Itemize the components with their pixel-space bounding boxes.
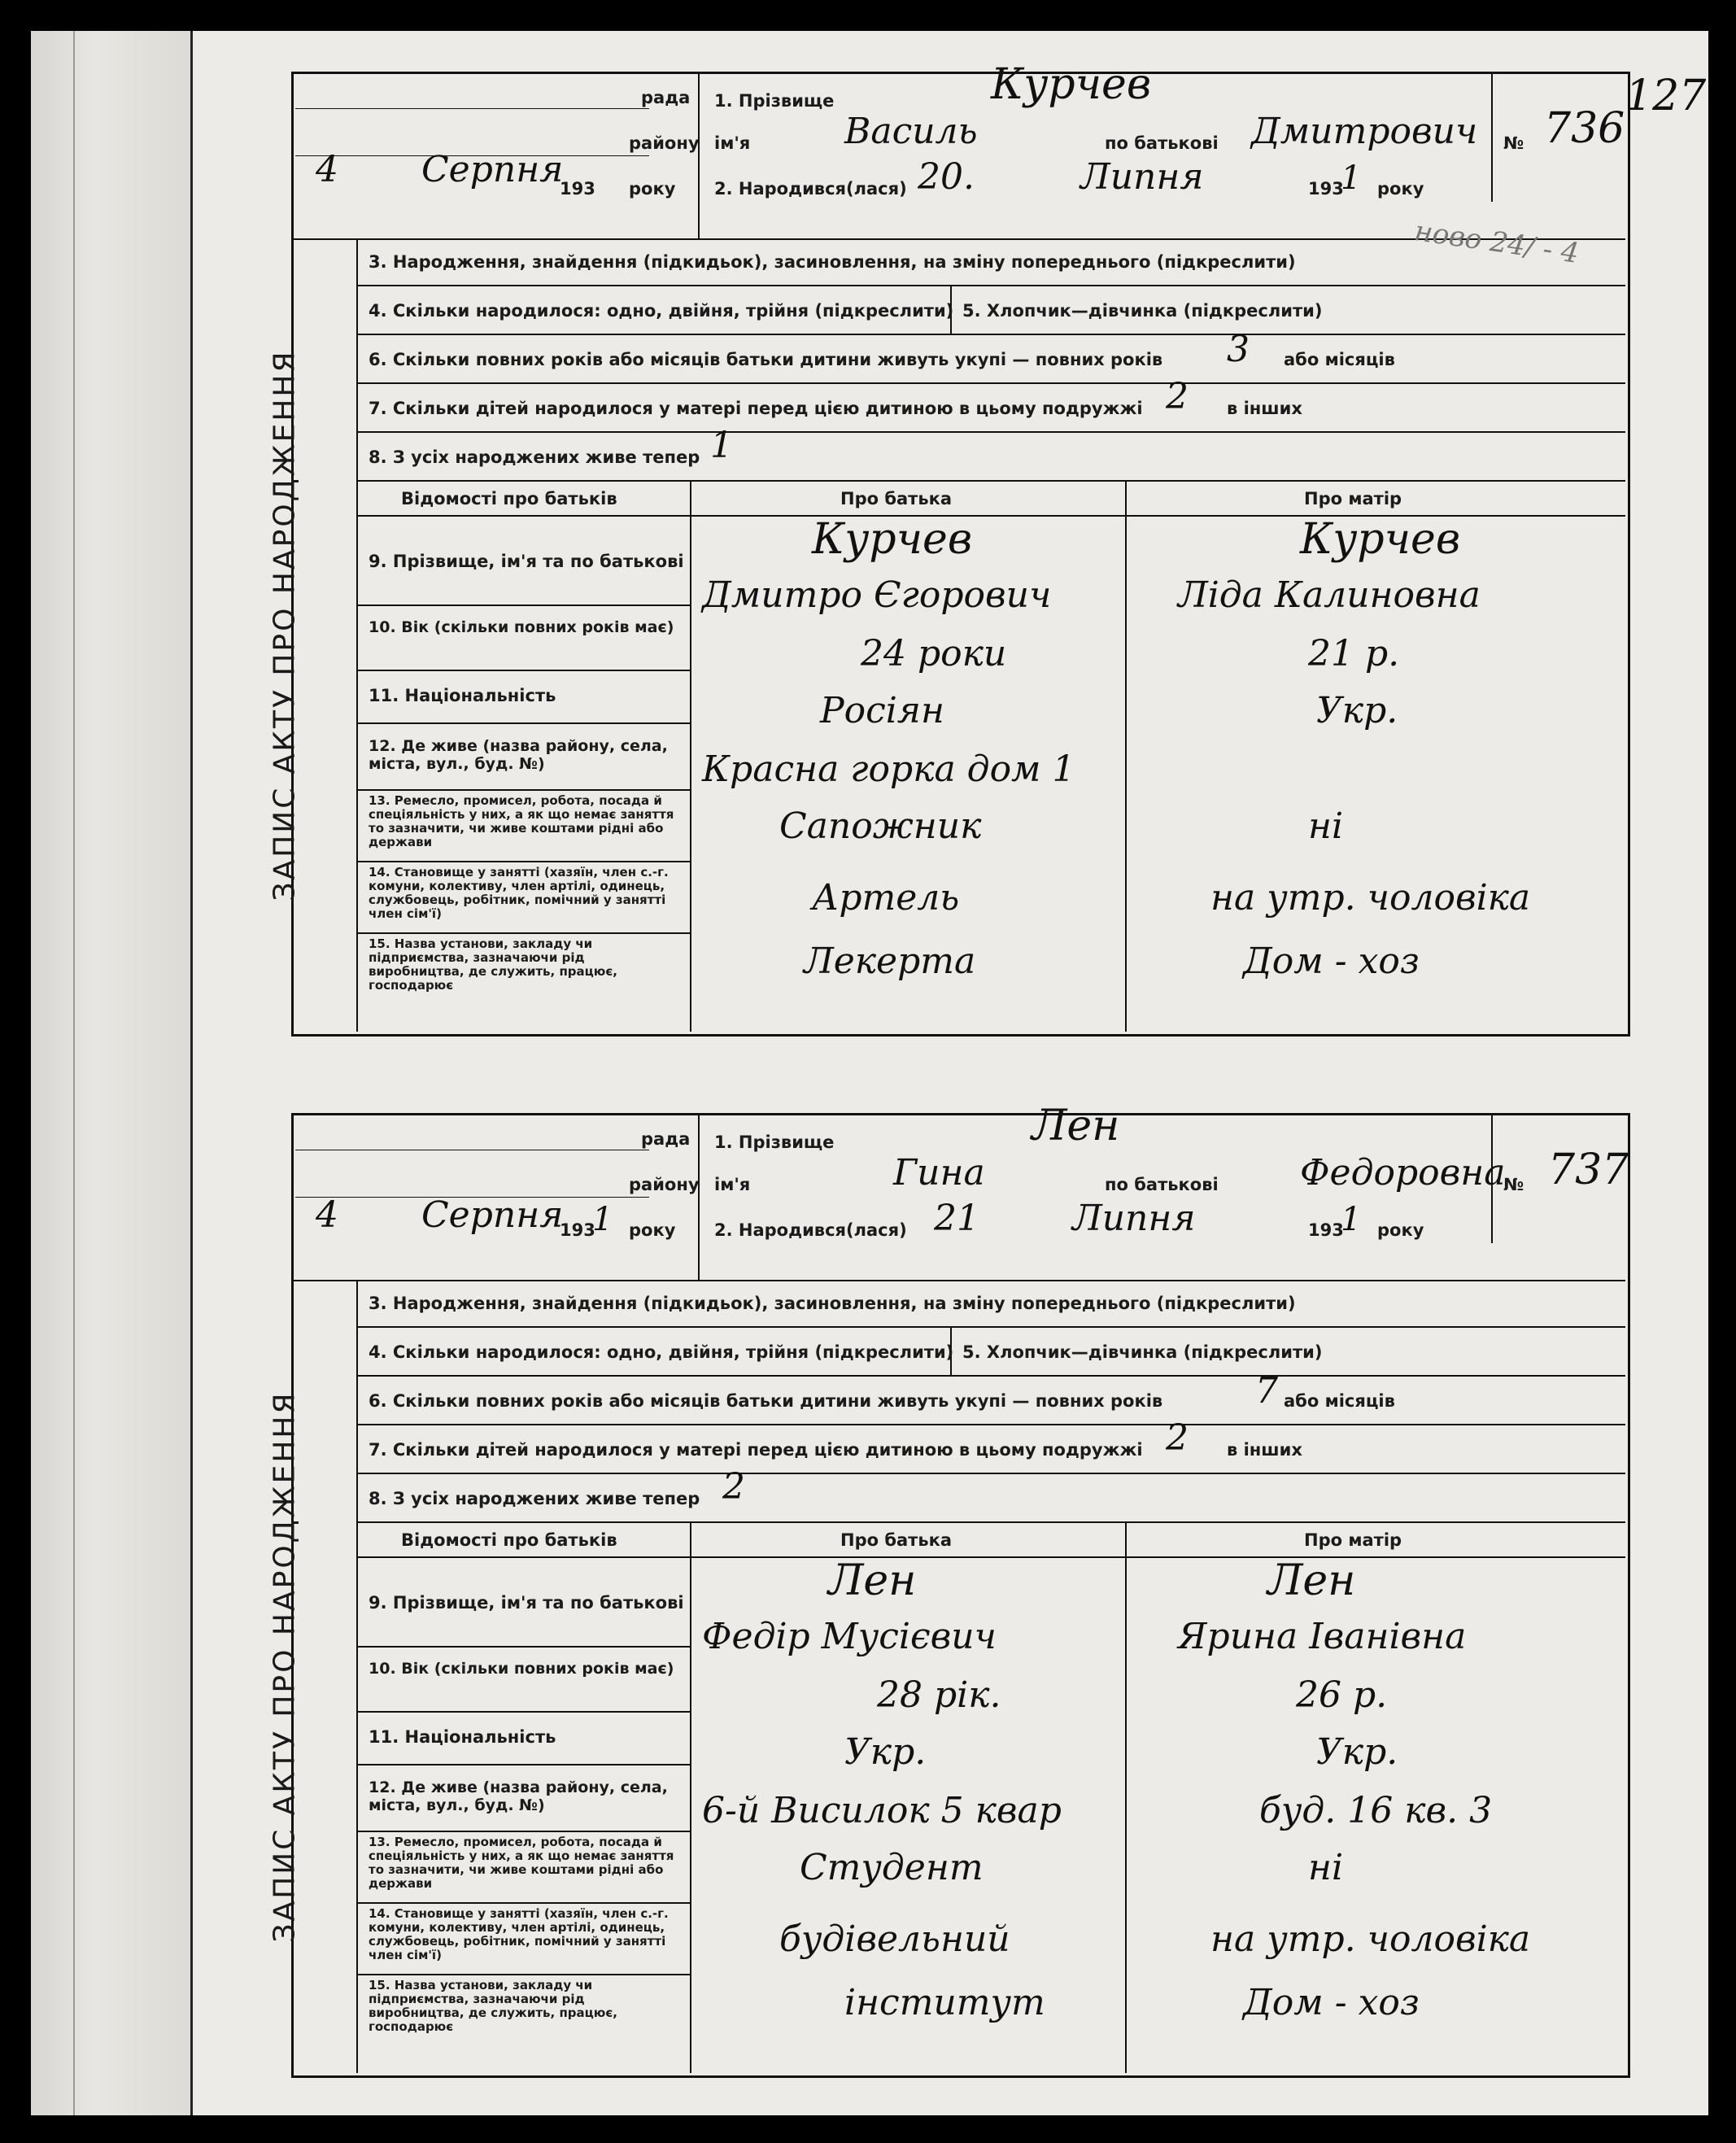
- mother-age: 21 р.: [1308, 633, 1400, 674]
- born-year-digit: 1: [1341, 1201, 1362, 1238]
- born-day: 20.: [918, 156, 975, 198]
- record-number: 736: [1544, 104, 1625, 153]
- q7-label: 7. Скільки дітей народилося у матері перед цією дитиною в цьому подружжі: [369, 1440, 1143, 1460]
- raion-label: району: [629, 1175, 700, 1194]
- q4-label: 4. Скільки народилося: одно, двійня, трійня (підкреслити): [369, 1342, 954, 1362]
- r13-label: 13. Ремесло, промисел, робота, посада й спеціяльність у них, а як що немає заняття то зазначити, чи живе коштами рідні або держави: [369, 1835, 674, 1891]
- child-patronymic: Федоровна: [1300, 1152, 1506, 1194]
- father-given: Федір Мусієвич: [702, 1616, 997, 1657]
- father-position: Артель: [812, 877, 960, 919]
- father-given: Дмитро Єгорович: [702, 574, 1052, 616]
- mother-given: Ярина Іванівна: [1178, 1616, 1467, 1657]
- children-before: 2: [1166, 1417, 1189, 1459]
- father-workplace: Лекерта: [804, 941, 976, 982]
- mother-workplace: Дом - хоз: [1243, 941, 1420, 982]
- record-737: [259, 1102, 1633, 2073]
- binding-fold: [73, 31, 75, 2115]
- q7-other: в інших: [1227, 399, 1302, 418]
- reg-year-prefix: 193: [560, 1220, 595, 1240]
- archive-stamp: ново 24/ - 4: [1412, 215, 1581, 270]
- mother-surname: Лен: [1267, 1556, 1356, 1605]
- side-label-1: [260, 259, 309, 991]
- q7-other: в інших: [1227, 1440, 1302, 1460]
- reg-roku: року: [629, 179, 676, 199]
- child-surname: Лен: [1032, 1102, 1120, 1150]
- parents-header: Відомості про батьків: [401, 1530, 617, 1550]
- corner-number: 127: [1625, 72, 1707, 120]
- father-residence: Красна горка дом 1: [702, 749, 1075, 790]
- r10-label: 10. Вік (скільки повних років має): [369, 618, 674, 636]
- q3-label: 3. Народження, знайдення (підкидьок), засиновлення, на зміну попереднього (підкреслити): [369, 252, 1296, 272]
- father-header: Про батька: [840, 489, 953, 508]
- rada-label: рада: [641, 1129, 691, 1149]
- mother-occupation: ні: [1308, 805, 1344, 847]
- r11-label: 11. Національність: [369, 686, 556, 705]
- r12-label: 12. Де живе (назва району, села, міста, вул., буд. №): [369, 737, 668, 773]
- child-name: Гина: [893, 1152, 985, 1194]
- father-position: будівельний: [779, 1918, 1010, 1960]
- mother-residence: буд. 16 кв. 3: [1259, 1790, 1493, 1831]
- r9-label: 9. Прізвище, ім'я та по батькові: [369, 552, 684, 571]
- q7-label: 7. Скільки дітей народилося у матері перед цією дитиною в цьому подружжі: [369, 399, 1143, 418]
- children-before: 2: [1166, 376, 1189, 417]
- father-occupation: Сапожник: [779, 805, 982, 847]
- q5-label: 5. Хлопчик—дівчинка (підкреслити): [962, 1342, 1323, 1362]
- mother-header: Про матір: [1304, 489, 1402, 508]
- binding-strip: [31, 31, 190, 2115]
- child-surname: Курчев: [991, 60, 1152, 109]
- side-label-2: [260, 1300, 309, 2032]
- side-label-text: ЗАПИС АКТУ ПРО НАРОДЖЕННЯ: [268, 349, 302, 901]
- r15-label: 15. Назва установи, закладу чи підприємства, зазначаючи рід виробництва, де служить, працює, господарює: [369, 1978, 617, 2034]
- mother-occupation: ні: [1308, 1847, 1344, 1888]
- name-label: ім'я: [714, 133, 751, 153]
- child-patronymic: Дмитрович: [1251, 111, 1478, 152]
- mother-header: Про матір: [1304, 1530, 1402, 1550]
- reg-day: 4: [316, 149, 338, 190]
- born-roku: року: [1377, 1220, 1424, 1240]
- born-roku: року: [1377, 179, 1424, 199]
- father-age: 28 рік.: [877, 1674, 1001, 1716]
- father-nationality: Росіян: [820, 690, 944, 731]
- surname-label: 1. Прізвище: [714, 91, 835, 111]
- number-label: №: [1503, 133, 1524, 153]
- born-day: 21: [934, 1198, 979, 1239]
- side-label-text: ЗАПИС АКТУ ПРО НАРОДЖЕННЯ: [268, 1390, 302, 1942]
- mother-given: Ліда Калиновна: [1178, 574, 1481, 616]
- father-residence: 6-й Висилок 5 квар: [702, 1790, 1062, 1831]
- q8-label: 8. З усіх народжених живе тепер: [369, 447, 700, 467]
- father-age: 24 роки: [861, 633, 1007, 674]
- r12-label: 12. Де живе (назва району, села, міста, вул., буд. №): [369, 1779, 668, 1814]
- born-year-prefix: 193: [1308, 179, 1344, 199]
- born-label: 2. Народився(лася): [714, 179, 907, 199]
- father-occupation: Студент: [800, 1847, 984, 1888]
- number-label: №: [1503, 1175, 1524, 1194]
- reg-month: Серпня: [421, 1194, 564, 1236]
- mother-position: на утр. чоловіка: [1210, 1918, 1531, 1960]
- born-year-prefix: 193: [1308, 1220, 1344, 1240]
- years-together: 3: [1227, 329, 1250, 370]
- r15-label: 15. Назва установи, закладу чи підприємства, зазначаючи рід виробництва, де служить, працює, господарює: [369, 936, 617, 993]
- living-now: 2: [722, 1466, 745, 1508]
- r10-label: 10. Вік (скільки повних років має): [369, 1660, 674, 1678]
- mother-workplace: Дом - хоз: [1243, 1982, 1420, 2023]
- mother-position: на утр. чоловіка: [1210, 877, 1531, 919]
- r14-label: 14. Становище у занятті (хазяїн, член с.-г. комуни, колективу, член артілі, одинець, службовець, робітник, помічний у занятті член сім'ї): [369, 865, 669, 921]
- q3-label: 3. Народження, знайдення (підкидьок), засиновлення, на зміну попереднього (підкреслити): [369, 1294, 1296, 1313]
- binding-edge: [190, 31, 193, 2115]
- child-name: Василь: [844, 111, 978, 152]
- q6-months: або місяців: [1284, 350, 1395, 369]
- reg-day: 4: [316, 1194, 338, 1236]
- reg-year-prefix: 193: [560, 179, 595, 199]
- mother-nationality: Укр.: [1316, 1731, 1398, 1773]
- reg-year-digit: 1: [592, 1201, 613, 1238]
- r9-label: 9. Прізвище, ім'я та по батькові: [369, 1593, 684, 1613]
- father-nationality: Укр.: [844, 1731, 927, 1773]
- q5-label: 5. Хлопчик—дівчинка (підкреслити): [962, 301, 1323, 321]
- father-header: Про батька: [840, 1530, 953, 1550]
- mother-age: 26 р.: [1296, 1674, 1388, 1716]
- born-month: Липня: [1080, 156, 1204, 198]
- years-together: 7: [1255, 1370, 1278, 1412]
- reg-roku: року: [629, 1220, 676, 1240]
- father-workplace: інститут: [844, 1982, 1045, 2023]
- rada-label: рада: [641, 88, 691, 107]
- father-surname: Лен: [828, 1556, 917, 1605]
- q8-label: 8. З усіх народжених живе тепер: [369, 1489, 700, 1508]
- r11-label: 11. Національність: [369, 1727, 556, 1747]
- q4-label: 4. Скільки народилося: одно, двійня, трійня (підкреслити): [369, 301, 954, 321]
- record-number: 737: [1548, 1146, 1629, 1194]
- r14-label: 14. Становище у занятті (хазяїн, член с.-г. комуни, колективу, член артілі, одинець, службовець, робітник, помічний у занятті член сім'ї): [369, 1906, 669, 1962]
- q6-label: 6. Скільки повних років або місяців батьки дитини живуть укупі — повних років: [369, 1391, 1163, 1411]
- surname-label: 1. Прізвище: [714, 1133, 835, 1152]
- parents-header: Відомості про батьків: [401, 489, 617, 508]
- patronymic-label: по батькові: [1105, 1175, 1219, 1194]
- living-now: 1: [710, 425, 733, 466]
- q6-label: 6. Скільки повних років або місяців батьки дитини живуть укупі — повних років: [369, 350, 1163, 369]
- born-month: Липня: [1072, 1198, 1196, 1239]
- mother-surname: Курчев: [1300, 515, 1461, 564]
- mother-nationality: Укр.: [1316, 690, 1398, 731]
- born-year-digit: 1: [1341, 159, 1362, 197]
- raion-label: району: [629, 133, 700, 153]
- reg-month: Серпня: [421, 149, 564, 190]
- born-label: 2. Народився(лася): [714, 1220, 907, 1240]
- name-label: ім'я: [714, 1175, 751, 1194]
- q6-months: або місяців: [1284, 1391, 1395, 1411]
- r13-label: 13. Ремесло, промисел, робота, посада й спеціяльність у них, а як що немає заняття то зазначити, чи живе коштами рідні або держави: [369, 793, 674, 849]
- patronymic-label: по батькові: [1105, 133, 1219, 153]
- father-surname: Курчев: [812, 515, 973, 564]
- document-page: [31, 31, 1708, 2115]
